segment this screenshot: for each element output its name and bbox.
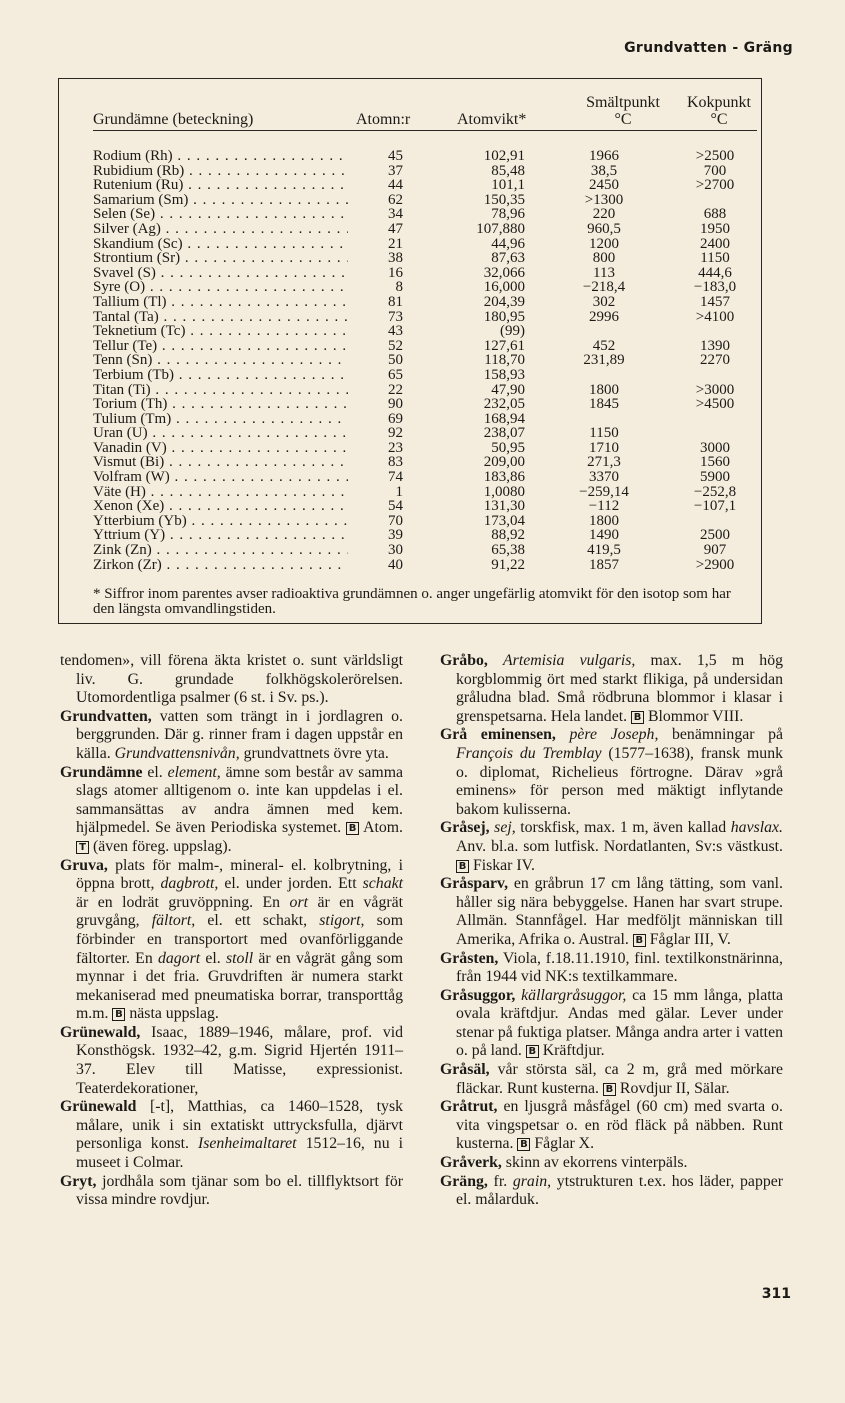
table-row bbox=[59, 383, 761, 398]
cell-name: Rutenium (Ru) . . . bbox=[93, 178, 348, 193]
cell-name: Tallium (Tl) . . . bbox=[93, 295, 348, 310]
cell-atomic-weight: 78,96 bbox=[491, 206, 525, 223]
cell-boiling-point: 5900 bbox=[700, 469, 730, 486]
cell-name: Vanadin (V) . . . bbox=[93, 441, 348, 456]
cell-atomic-number: 39 bbox=[388, 527, 403, 544]
entry-headword: Gruva, bbox=[60, 856, 108, 874]
table-row bbox=[59, 470, 761, 485]
dictionary-entry bbox=[440, 726, 783, 819]
cell-melting-point: 2450 bbox=[589, 177, 619, 194]
cell-melting-point: 1710 bbox=[589, 439, 619, 456]
entry-text: ytstrukturen t.ex. hos läder, papper el. målarduk. bbox=[456, 1172, 784, 1209]
table-footnote: * Siffror inom parentes avser radioaktiva grundämnen o. anger ungefärlig atomvikt för den isotop som har den längsta omvandlingstiden. bbox=[93, 586, 731, 617]
entry-text: en gråbrun 17 cm lång tätting, som vanl. håller sig nära bebyggelse. Hanen har svart strupe. Allmän. Stannfågel. Har medföljt människan till Amerika, Afrika o. Austral. bbox=[456, 875, 783, 948]
cell-melting-point: −218,4 bbox=[582, 279, 626, 296]
cell-melting-point: 1200 bbox=[589, 235, 619, 252]
cell-melting-point: 800 bbox=[592, 250, 616, 267]
cell-atomic-number: 16 bbox=[388, 264, 403, 281]
entry-text: plats för malm-, mineral- el. kolbrytning, i öppna brott, bbox=[76, 856, 403, 893]
cell-boiling-point: 2270 bbox=[700, 352, 730, 369]
cell-atomic-number: 73 bbox=[388, 308, 403, 325]
cell-atomic-weight: 238,07 bbox=[483, 425, 525, 442]
table-row bbox=[59, 164, 761, 179]
dictionary-entry bbox=[440, 987, 783, 1061]
cell-atomic-weight: 91,22 bbox=[491, 556, 525, 573]
dictionary-entry bbox=[440, 819, 783, 875]
cell-name: Strontium (Sr) . . . bbox=[93, 251, 348, 266]
cell-atomic-number: 92 bbox=[388, 425, 403, 442]
cell-boiling-point: 1950 bbox=[700, 220, 730, 237]
cell-melting-point: 1800 bbox=[589, 381, 619, 398]
table-row bbox=[59, 353, 761, 368]
entry-italic-term: schakt bbox=[362, 875, 403, 893]
entry-headword: Grünewald, bbox=[60, 1023, 141, 1041]
entry-headword: Grå eminensen, bbox=[440, 726, 556, 744]
dictionary-entry bbox=[440, 1173, 783, 1210]
cell-melting-point: >1300 bbox=[584, 191, 624, 208]
cell-atomic-weight: 209,00 bbox=[483, 454, 525, 471]
cell-name: Ytterbium (Yb) . . . bbox=[93, 514, 348, 529]
cell-melting-point: 419,5 bbox=[587, 542, 621, 559]
cell-atomic-number: 54 bbox=[388, 498, 403, 515]
cell-atomic-number: 34 bbox=[388, 206, 403, 223]
cell-boiling-point: 700 bbox=[703, 162, 727, 179]
table-row bbox=[59, 237, 761, 252]
cell-boiling-point: >2700 bbox=[695, 177, 735, 194]
cell-melting-point: 1490 bbox=[589, 527, 619, 544]
table-row bbox=[59, 368, 761, 383]
cell-atomic-number: 30 bbox=[388, 542, 403, 559]
cell-boiling-point: −183,0 bbox=[693, 279, 737, 296]
table-row bbox=[59, 528, 761, 543]
cell-name: Zirkon (Zr) . . . bbox=[93, 558, 348, 573]
cell-boiling-point: >2900 bbox=[695, 556, 735, 573]
entry-text: Rovdjur II, Sälar. bbox=[615, 1079, 730, 1097]
cell-name: Selen (Se) . . . bbox=[93, 207, 348, 222]
cell-boiling-point: >3000 bbox=[695, 381, 735, 398]
entry-text: är en lodrät gruvöppning. En bbox=[76, 893, 290, 911]
entry-headword: Gråtrut, bbox=[440, 1098, 498, 1116]
cell-boiling-point: >4500 bbox=[695, 396, 735, 413]
cell-atomic-number: 62 bbox=[388, 191, 403, 208]
entry-text: nästa uppslag. bbox=[125, 1005, 219, 1023]
entry-italic-term: stigort, bbox=[319, 912, 365, 930]
entry-text: el. bbox=[142, 763, 168, 781]
entry-text: [-t], Matthias, ca 1460–1528, tysk målare, unik i sin extatiskt uttrycksfulla, djärvt personliga konst. bbox=[76, 1098, 403, 1153]
cell-name: Volfram (W) . . . bbox=[93, 470, 348, 485]
table-row bbox=[59, 295, 761, 310]
entry-headword: Gråsej, bbox=[440, 819, 490, 837]
entry-italic-term: Isenheimaltaret bbox=[198, 1135, 297, 1153]
dictionary-entry bbox=[60, 1024, 403, 1098]
cell-name: Titan (Ti) . . . bbox=[93, 383, 348, 398]
dictionary-entry bbox=[440, 652, 783, 726]
cell-name: Skandium (Sc) . . . bbox=[93, 237, 348, 252]
cell-melting-point: 38,5 bbox=[590, 162, 618, 179]
entry-headword: Gråverk, bbox=[440, 1154, 502, 1172]
cell-atomic-weight: 1,0080 bbox=[483, 483, 525, 500]
cell-atomic-weight: 107,880 bbox=[476, 220, 525, 237]
cell-melting-point: 1150 bbox=[589, 425, 619, 442]
cell-name: Samarium (Sm) . . . bbox=[93, 193, 348, 208]
table-row bbox=[59, 441, 761, 456]
table-row bbox=[59, 558, 761, 573]
entry-text: grundvattnets övre yta. bbox=[239, 744, 389, 762]
table-row bbox=[59, 543, 761, 558]
cell-atomic-weight: 65,38 bbox=[491, 542, 525, 559]
cell-atomic-number: 65 bbox=[388, 366, 403, 383]
cell-atomic-number: 81 bbox=[388, 293, 403, 310]
cell-atomic-weight: 232,05 bbox=[483, 396, 525, 413]
cell-melting-point: 452 bbox=[592, 337, 616, 354]
cell-name: Tulium (Tm) . . . bbox=[93, 412, 348, 427]
cell-melting-point: 960,5 bbox=[587, 220, 621, 237]
entry-text: ca 15 mm långa, platta ovala kräftdjur. Andas med gälar. Lever under stenar på fuktiga platser. Många andra arter i vatten o. på land. bbox=[456, 986, 784, 1060]
cell-melting-point: 2996 bbox=[589, 308, 619, 325]
dictionary-entry bbox=[60, 857, 403, 1024]
cell-atomic-weight: 87,63 bbox=[491, 250, 525, 267]
entry-text: (även föreg. uppslag). bbox=[89, 837, 232, 855]
cell-name: Silver (Ag) . . . bbox=[93, 222, 348, 237]
cell-atomic-number: 50 bbox=[388, 352, 403, 369]
cross-reference-icon: T bbox=[76, 841, 89, 854]
entry-italic-term: Artemisia vulgaris, bbox=[503, 652, 636, 669]
cell-name: Syre (O) . . . bbox=[93, 280, 348, 295]
entry-text: är en vågrät gång som mynnar i det fria. Gruvdriften är numera starkt mekaniserad med pneumatiska borrar, transporttåg m.m. bbox=[76, 949, 404, 1023]
cell-boiling-point: >4100 bbox=[695, 308, 735, 325]
cell-name: Zink (Zn) . . . bbox=[93, 543, 348, 558]
cell-melting-point: 1845 bbox=[589, 396, 619, 413]
cross-reference-icon: B bbox=[631, 711, 644, 724]
entry-text: jordhåla som tjänar som bo el. tillflyktsort för vissa mindre rovdjur. bbox=[76, 1172, 403, 1209]
table-row bbox=[59, 280, 761, 295]
dictionary-entry bbox=[440, 1154, 783, 1173]
header-boiling-unit: °C bbox=[710, 111, 728, 128]
cell-atomic-weight: 44,96 bbox=[491, 235, 525, 252]
table-row bbox=[59, 426, 761, 441]
entry-text: 1512–16, nu i museet i Colmar. bbox=[76, 1135, 403, 1172]
entry-text: som förbinder en transportort med ovanförliggande fältorter. En bbox=[76, 912, 403, 967]
cell-name: Väte (H) . . . bbox=[93, 485, 348, 500]
entry-text: en ljusgrå måsfågel (60 cm) med svarta o. vita vingspetsar o. en röd fläck på näbben. Runt kusterna. bbox=[456, 1098, 783, 1153]
cell-boiling-point: 1390 bbox=[700, 337, 730, 354]
dictionary-entry bbox=[440, 1098, 783, 1154]
cell-boiling-point: 2500 bbox=[700, 527, 730, 544]
entry-headword: Gråbo, bbox=[440, 652, 488, 669]
entry-headword: Grundvatten, bbox=[60, 707, 152, 725]
dictionary-entry bbox=[60, 652, 403, 708]
cell-name: Tellur (Te) . . . bbox=[93, 339, 348, 354]
entry-text: Fåglar X. bbox=[530, 1135, 595, 1153]
table-row bbox=[59, 455, 761, 470]
header-melting-label: Smältpunkt bbox=[586, 94, 660, 111]
cell-boiling-point: 1457 bbox=[700, 293, 730, 310]
cell-atomic-weight: (99) bbox=[500, 323, 525, 340]
cell-boiling-point: 2400 bbox=[700, 235, 730, 252]
running-head: Grundvatten - Gräng bbox=[624, 40, 793, 56]
cell-atomic-weight: 101,1 bbox=[491, 177, 525, 194]
entry-italic-term: Grundvattensnivån, bbox=[114, 744, 240, 762]
cell-atomic-number: 1 bbox=[395, 483, 403, 500]
entry-italic-term: père Joseph, bbox=[569, 726, 659, 744]
entry-italic-term: sej, bbox=[494, 819, 516, 837]
entry-text: el. ett schakt, bbox=[195, 912, 320, 930]
header-melting-point bbox=[567, 94, 679, 128]
entry-text bbox=[488, 652, 503, 669]
cell-atomic-number: 23 bbox=[388, 439, 403, 456]
table-row bbox=[59, 251, 761, 266]
cell-atomic-weight: 183,86 bbox=[483, 469, 525, 486]
cell-atomic-weight: 32,066 bbox=[483, 264, 525, 281]
cross-reference-icon: B bbox=[456, 860, 469, 873]
cell-atomic-number: 83 bbox=[388, 454, 403, 471]
cell-atomic-weight: 158,93 bbox=[483, 366, 525, 383]
entry-italic-term: fältort, bbox=[151, 912, 196, 930]
dictionary-entry bbox=[440, 1061, 783, 1098]
cell-atomic-weight: 102,91 bbox=[483, 148, 525, 164]
cell-atomic-weight: 173,04 bbox=[483, 512, 525, 529]
table-row bbox=[59, 412, 761, 427]
cell-boiling-point: 3000 bbox=[700, 439, 730, 456]
entry-text: fr. bbox=[487, 1172, 513, 1190]
dictionary-entry bbox=[60, 1173, 403, 1210]
entry-text: Atom. bbox=[359, 819, 403, 837]
table-row bbox=[59, 324, 761, 339]
table-row bbox=[59, 499, 761, 514]
entry-italic-term: havslax. bbox=[730, 819, 783, 837]
cell-atomic-number: 90 bbox=[388, 396, 403, 413]
cell-atomic-number: 38 bbox=[388, 250, 403, 267]
cell-atomic-weight: 180,95 bbox=[483, 308, 525, 325]
entry-italic-term: François du Tremblay bbox=[456, 744, 602, 762]
entry-text: torskfisk, max. 1 m, även kallad bbox=[515, 819, 731, 837]
cross-reference-icon: B bbox=[526, 1045, 539, 1058]
cell-name: Yttrium (Y) . . . bbox=[93, 528, 348, 543]
cell-name: Xenon (Xe) . . . bbox=[93, 499, 348, 514]
dictionary-entry bbox=[60, 764, 403, 857]
entry-italic-term: dagort bbox=[157, 949, 201, 967]
entry-text: vatten som trängt in i jordlagren o. berggrunden. Där g. rinner fram i dagen uppstår en källa. bbox=[76, 707, 403, 762]
entry-italic-term: ort bbox=[289, 893, 308, 911]
table-row bbox=[59, 222, 761, 237]
cell-atomic-weight: 131,30 bbox=[483, 498, 525, 515]
cell-melting-point: 302 bbox=[592, 293, 616, 310]
table-row bbox=[59, 149, 761, 164]
cell-name: Vismut (Bi) . . . bbox=[93, 455, 348, 470]
entry-italic-term: dagbrott, bbox=[160, 875, 219, 893]
cell-melting-point: 1857 bbox=[589, 556, 619, 573]
entry-headword: Gråsuggor, bbox=[440, 986, 516, 1004]
cell-atomic-number: 40 bbox=[388, 556, 403, 573]
cell-name: Svavel (S) . . . bbox=[93, 266, 348, 281]
cell-melting-point: 271,3 bbox=[587, 454, 621, 471]
cell-atomic-number: 69 bbox=[388, 410, 403, 427]
cell-melting-point: 231,89 bbox=[583, 352, 625, 369]
entry-text: benämningar på bbox=[658, 726, 784, 744]
cell-atomic-weight: 118,70 bbox=[484, 352, 525, 369]
cell-melting-point: 1800 bbox=[589, 512, 619, 529]
cell-atomic-weight: 168,94 bbox=[483, 410, 525, 427]
entry-italic-term: grain, bbox=[512, 1172, 552, 1190]
cell-atomic-weight: 127,61 bbox=[483, 337, 525, 354]
cross-reference-icon: B bbox=[603, 1083, 616, 1096]
entry-headword: Gräng, bbox=[440, 1172, 488, 1190]
cell-melting-point: 220 bbox=[592, 206, 616, 223]
page-number: 311 bbox=[761, 1286, 791, 1302]
cell-melting-point: 113 bbox=[593, 264, 615, 281]
table-row bbox=[59, 397, 761, 412]
cell-atomic-number: 52 bbox=[388, 337, 403, 354]
dictionary-entry bbox=[440, 950, 783, 987]
cell-atomic-weight: 150,35 bbox=[483, 191, 525, 208]
dictionary-entry bbox=[440, 875, 783, 949]
table-row bbox=[59, 207, 761, 222]
table-row bbox=[59, 514, 761, 529]
cell-atomic-number: 70 bbox=[388, 512, 403, 529]
cross-reference-icon: B bbox=[112, 1008, 125, 1021]
cell-atomic-number: 45 bbox=[388, 148, 403, 164]
cross-reference-icon: B bbox=[346, 822, 359, 835]
entry-text: Isaac, 1889–1946, målare, prof. vid Konsthögsk. 1932–42, g.m. Sigrid Hjertén 1911–37. Elev till Matisse, expressionist. Teaterdekorationer, bbox=[76, 1023, 403, 1097]
cell-name: Tantal (Ta) . . . bbox=[93, 310, 348, 325]
cell-atomic-weight: 50,95 bbox=[491, 439, 525, 456]
cell-boiling-point: 1150 bbox=[700, 250, 730, 267]
right-column bbox=[440, 652, 783, 1210]
table-header bbox=[59, 79, 761, 131]
header-atomic-number: Atomn:r bbox=[356, 111, 411, 128]
table-row bbox=[59, 178, 761, 193]
header-melting-unit: °C bbox=[614, 111, 632, 128]
cell-boiling-point: >2500 bbox=[695, 148, 735, 164]
cross-reference-icon: B bbox=[517, 1138, 530, 1151]
cell-name: Teknetium (Tc) . . . bbox=[93, 324, 348, 339]
cell-atomic-weight: 85,48 bbox=[491, 162, 525, 179]
entry-text: tendomen», vill förena äkta kristet o. sunt världsligt liv. G. grundade folkhögskolerörelsen. Utomordentliga psalmer (6 st. i Sv. ps.). bbox=[60, 652, 403, 707]
cell-melting-point: −112 bbox=[588, 498, 620, 515]
cell-atomic-number: 47 bbox=[388, 220, 403, 237]
cell-boiling-point: 1560 bbox=[700, 454, 730, 471]
cell-melting-point: −259,14 bbox=[579, 483, 629, 500]
cell-atomic-weight: 88,92 bbox=[491, 527, 525, 544]
cell-name: Rubidium (Rb) . . . bbox=[93, 164, 348, 179]
cell-atomic-weight: 16,000 bbox=[483, 279, 525, 296]
header-boiling-label: Kokpunkt bbox=[687, 94, 751, 111]
cell-name: Rodium (Rh) . . . bbox=[93, 149, 348, 164]
cell-name: Torium (Th) . . . bbox=[93, 397, 348, 412]
entry-headword: Gråsparv, bbox=[440, 875, 509, 893]
entry-text bbox=[556, 726, 570, 743]
cell-boiling-point: −107,1 bbox=[693, 498, 737, 515]
cell-atomic-weight: 204,39 bbox=[483, 293, 525, 310]
entry-headword: Gråsäl, bbox=[440, 1061, 490, 1079]
header-rule bbox=[93, 130, 757, 131]
cell-atomic-number: 43 bbox=[388, 323, 403, 340]
entry-text: är en vågrät gruvgång, bbox=[76, 893, 404, 930]
dictionary-entry bbox=[60, 708, 403, 764]
entry-text: max. 1,5 m hög korgblommig ört med starkt flikiga, på undersidan gråludna blad. Små rödbruna blommor i klasar i grenspetsarna. Hela landet. bbox=[456, 652, 783, 725]
cell-melting-point: 3370 bbox=[589, 469, 619, 486]
cross-reference-icon: B bbox=[633, 934, 646, 947]
entry-text: Fåglar III, V. bbox=[645, 930, 731, 948]
entry-text: Viola, f.18.11.1910, finl. textilkonstnärinna, från 1944 vid NK:s textilkammare. bbox=[456, 949, 783, 986]
entry-text: Blommor VIII. bbox=[644, 707, 744, 725]
table-row bbox=[59, 310, 761, 325]
entry-text: skinn av ekorrens vinterpäls. bbox=[501, 1154, 688, 1172]
entry-text: Fiskar IV. bbox=[469, 856, 535, 874]
entry-text: Kräftdjur. bbox=[538, 1042, 605, 1060]
entry-text: ämne som består av samma slags atomer alltigenom o. inte kan uppdelas i el. sammansättas av andra ämnen med kem. hjälpmedel. Se även Periodiska systemet. bbox=[76, 763, 403, 837]
cell-atomic-number: 74 bbox=[388, 469, 403, 486]
entry-italic-term: element, bbox=[167, 763, 221, 781]
dictionary-entry bbox=[60, 1098, 403, 1172]
entry-italic-term: källargråsuggor, bbox=[521, 986, 627, 1004]
element-table bbox=[58, 78, 762, 624]
entry-headword: Grundämne bbox=[60, 763, 143, 781]
entry-text: el. bbox=[200, 949, 226, 967]
entry-text: el. under jorden. Ett bbox=[218, 875, 363, 893]
cell-boiling-point: 444,6 bbox=[698, 264, 732, 281]
cell-atomic-number: 44 bbox=[388, 177, 403, 194]
cell-boiling-point: −252,8 bbox=[693, 483, 737, 500]
cell-atomic-number: 37 bbox=[388, 162, 403, 179]
cell-name: Uran (U) . . . bbox=[93, 426, 348, 441]
table-row bbox=[59, 485, 761, 500]
entry-text: Anv. bl.a. som lutfisk. Nordatlanten, Sv:s västkust. bbox=[456, 837, 783, 855]
header-boiling-point bbox=[671, 94, 767, 128]
header-name: Grundämne (beteckning) bbox=[93, 111, 254, 128]
entry-headword: Grünewald bbox=[60, 1098, 137, 1116]
table-body bbox=[59, 149, 761, 572]
left-column bbox=[60, 652, 403, 1210]
cell-boiling-point: 907 bbox=[703, 542, 727, 559]
cell-atomic-number: 8 bbox=[395, 279, 403, 296]
cell-melting-point: 1966 bbox=[589, 148, 619, 164]
header-atomic-weight: Atomvikt* bbox=[457, 111, 527, 128]
table-row bbox=[59, 266, 761, 281]
cell-name: Terbium (Tb) . . . bbox=[93, 368, 348, 383]
entry-text: (1577–1638), fransk munk o. diplomat, Richelieus förtrogne. Därav »grå eminens» för person med mäktigt inflytande bakom kulisserna. bbox=[456, 744, 783, 818]
cell-atomic-number: 21 bbox=[388, 235, 403, 252]
cell-atomic-number: 22 bbox=[388, 381, 403, 398]
entry-headword: Gråsten, bbox=[440, 949, 499, 967]
table-row bbox=[59, 339, 761, 354]
cell-boiling-point: 688 bbox=[703, 206, 727, 223]
cell-name: Tenn (Sn) . . . bbox=[93, 353, 348, 368]
entry-text: vår största säl, ca 2 m, grå med mörkare fläckar. Runt kusterna. bbox=[456, 1061, 783, 1097]
entry-headword: Gryt, bbox=[60, 1172, 97, 1190]
cell-atomic-weight: 47,90 bbox=[491, 381, 525, 398]
entry-italic-term: stoll bbox=[225, 949, 254, 967]
table-row bbox=[59, 193, 761, 208]
